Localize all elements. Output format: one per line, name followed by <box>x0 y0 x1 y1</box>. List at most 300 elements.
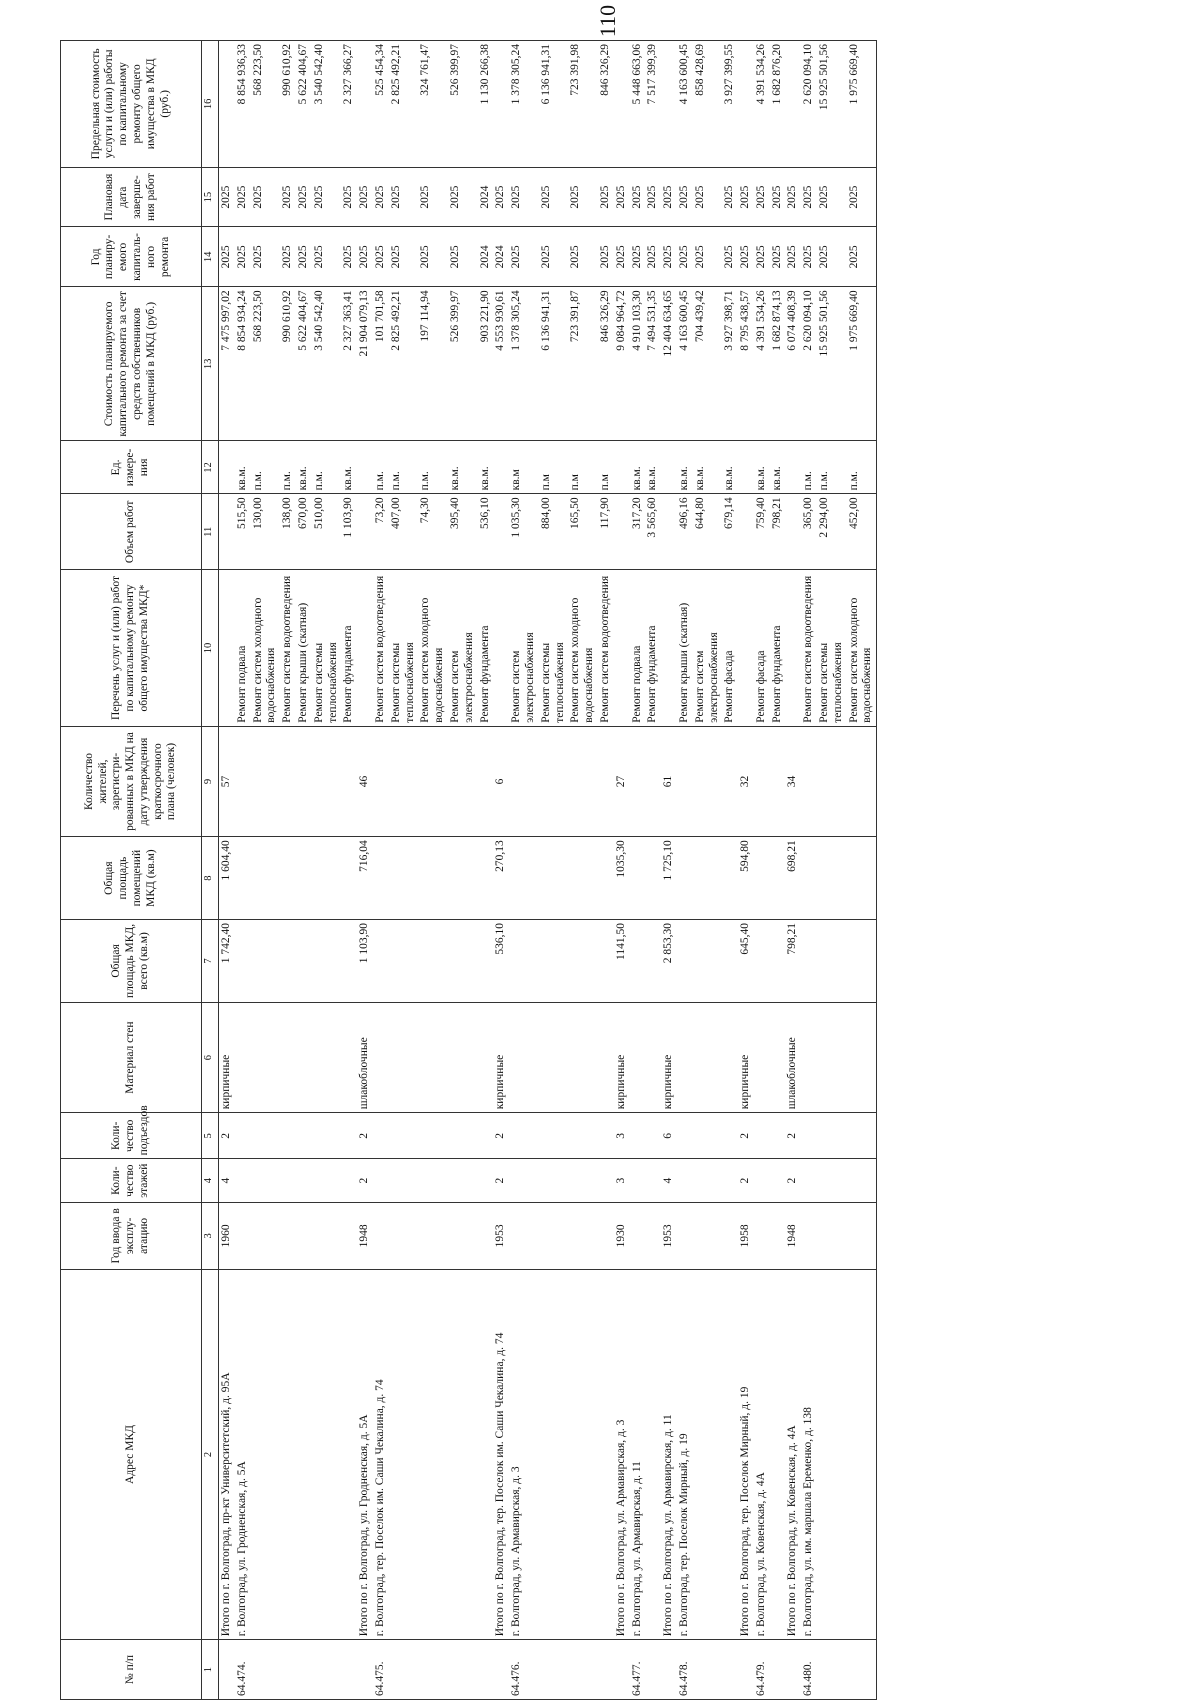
table-cell <box>568 1269 598 1639</box>
table-cell: 2 <box>738 1159 754 1203</box>
table-cell: 4 910 103,30 <box>630 287 646 441</box>
table-cell <box>509 920 539 1003</box>
table-cell <box>568 1203 598 1270</box>
table-cell <box>235 837 251 920</box>
column-header: Коли-чество этажей <box>61 1159 202 1203</box>
table-cell: Ремонт систем водоотведения <box>801 570 817 726</box>
column-number: 1 <box>202 1640 219 1700</box>
table-cell: 9 084 964,72 <box>614 287 630 441</box>
table-cell <box>568 837 598 920</box>
table-cell: кв.м. <box>235 441 251 494</box>
table-cell <box>341 726 357 836</box>
table-cell <box>448 1002 478 1112</box>
table-cell <box>478 1002 494 1112</box>
table-cell <box>312 1002 342 1112</box>
table-cell <box>630 837 646 920</box>
table-cell <box>389 837 419 920</box>
table-cell <box>539 1002 569 1112</box>
table-cell: п.м. <box>389 441 419 494</box>
table-cell: 2025 <box>341 167 357 227</box>
table-cell <box>509 1159 539 1203</box>
table-cell <box>693 1269 723 1639</box>
table-cell: п.м. <box>418 441 448 494</box>
table-cell: 1953 <box>661 1203 677 1270</box>
table-cell: 2025 <box>251 167 281 227</box>
table-cell <box>817 1203 847 1270</box>
column-number: 11 <box>202 494 219 570</box>
table-cell: п.м. <box>801 441 817 494</box>
column-number: 4 <box>202 1159 219 1203</box>
table-cell <box>341 837 357 920</box>
table-cell: 2025 <box>357 167 373 227</box>
table-cell <box>770 1269 786 1639</box>
table-cell: 2025 <box>568 227 598 287</box>
table-cell: 846 326,29 <box>598 41 614 168</box>
table-cell: 324 761,47 <box>418 41 448 168</box>
table-cell: 197 114,94 <box>418 287 448 441</box>
table-cell <box>630 920 646 1003</box>
table-cell: 2025 <box>251 227 281 287</box>
table-cell: Ремонт фундамента <box>770 570 786 726</box>
table-cell: 6 <box>493 726 509 836</box>
table-cell <box>693 837 723 920</box>
table-row <box>677 41 693 1700</box>
table-cell <box>235 920 251 1003</box>
table-cell <box>661 441 677 494</box>
table-row <box>251 41 281 1700</box>
table-cell: 2025 <box>373 227 389 287</box>
table-cell <box>418 1113 448 1159</box>
table-cell: п.м <box>539 441 569 494</box>
table-cell: 884,00 <box>539 494 569 570</box>
table-cell <box>389 1640 419 1700</box>
table-cell <box>312 1113 342 1159</box>
table-cell <box>817 1113 847 1159</box>
table-cell <box>801 1159 817 1203</box>
table-cell: 645,40 <box>738 920 754 1003</box>
table-cell: 2025 <box>235 167 251 227</box>
table-cell <box>493 494 509 570</box>
table-cell <box>251 1002 281 1112</box>
table-cell <box>801 1203 817 1270</box>
table-cell <box>357 1640 373 1700</box>
table-cell <box>280 1002 296 1112</box>
table-cell <box>418 1640 448 1700</box>
table-cell: 2025 <box>280 167 296 227</box>
table-cell <box>509 1113 539 1159</box>
column-header: Материал стен <box>61 1002 202 1112</box>
column-header: Ед. измере-ния <box>61 441 202 494</box>
table-cell: 670,00 <box>296 494 312 570</box>
table-cell: 8 854 936,33 <box>235 41 251 168</box>
column-header: Год ввода в эксплу-атацию <box>61 1203 202 1270</box>
table-cell: 64.474. <box>235 1640 251 1700</box>
table-cell <box>251 1640 281 1700</box>
table-cell: 3 <box>614 1113 630 1159</box>
table-cell: Ремонт систем водоотведения <box>373 570 389 726</box>
table-cell <box>614 41 630 168</box>
column-number: 5 <box>202 1113 219 1159</box>
table-cell: Ремонт систем холодного водоснабжения <box>568 570 598 726</box>
table-cell <box>341 1640 357 1700</box>
table-cell <box>296 920 312 1003</box>
table-cell: 2025 <box>312 167 342 227</box>
table-cell: 2024 <box>493 227 509 287</box>
column-number: 8 <box>202 837 219 920</box>
table-cell <box>722 920 738 1003</box>
table-cell: 2025 <box>312 227 342 287</box>
table-cell: 2 620 094,10 <box>801 287 817 441</box>
table-cell: 1958 <box>738 1203 754 1270</box>
table-cell <box>357 494 373 570</box>
table-cell: Итого по г. Волгоград, тер. Поселок им. Саши Чекалина, д. 74 <box>493 1269 509 1639</box>
column-number: 14 <box>202 227 219 287</box>
table-cell: кирпичные <box>738 1002 754 1112</box>
table-cell: 395,40 <box>448 494 478 570</box>
table-cell: Ремонт фасада <box>754 570 770 726</box>
table-cell <box>645 1203 661 1270</box>
table-cell: 2025 <box>219 227 235 287</box>
table-cell: 2025 <box>754 227 770 287</box>
table-cell: п.м. <box>847 441 877 494</box>
table-cell <box>693 1113 723 1159</box>
table-cell: 12 404 634,65 <box>661 287 677 441</box>
table-row <box>296 41 312 1700</box>
table-cell: 4 163 600,45 <box>677 41 693 168</box>
column-header: Коли-чество подъездов <box>61 1113 202 1159</box>
table-cell: Ремонт фундамента <box>341 570 357 726</box>
table-cell: 2025 <box>373 167 389 227</box>
table-row <box>770 41 786 1700</box>
table-cell: 2025 <box>219 167 235 227</box>
table-cell: 1 742,40 <box>219 920 235 1003</box>
table-cell <box>493 570 509 726</box>
column-header: Общая площадь помещений МКД (кв.м) <box>61 837 202 920</box>
table-cell: Ремонт систем электроснабжения <box>509 570 539 726</box>
table-cell <box>693 1640 723 1700</box>
table-row <box>389 41 419 1700</box>
table-cell: кв.м. <box>693 441 723 494</box>
table-cell: п.м. <box>373 441 389 494</box>
table-cell: 2025 <box>801 167 817 227</box>
table-cell: 2025 <box>614 167 630 227</box>
table-cell: 6 136 941,31 <box>539 41 569 168</box>
table-cell <box>661 570 677 726</box>
table-cell: 526 399,97 <box>448 287 478 441</box>
table-row <box>754 41 770 1700</box>
table-cell <box>509 726 539 836</box>
table-cell: 1960 <box>219 1203 235 1270</box>
table-cell: 2025 <box>418 167 448 227</box>
table-cell <box>251 920 281 1003</box>
table-cell: 1953 <box>493 1203 509 1270</box>
page-number: 110 <box>595 4 621 38</box>
total-row <box>614 41 630 1700</box>
table-cell <box>847 920 877 1003</box>
table-cell <box>341 920 357 1003</box>
table-cell <box>598 837 614 920</box>
table-cell: 2025 <box>785 167 801 227</box>
table-cell: 1035,30 <box>614 837 630 920</box>
column-number: 15 <box>202 167 219 227</box>
table-cell <box>722 1269 738 1639</box>
table-cell: 1 682 874,13 <box>770 287 786 441</box>
table-cell <box>389 726 419 836</box>
table-cell: 3 927 399,55 <box>722 41 738 168</box>
table-cell: 2025 <box>770 167 786 227</box>
table-cell <box>645 1159 661 1203</box>
table-cell: кв.м. <box>630 441 646 494</box>
table-cell: 496,16 <box>677 494 693 570</box>
table-cell: 4 <box>661 1159 677 1203</box>
table-cell <box>418 1203 448 1270</box>
column-header: Предельная стоимость услуги и (или) работы по капитальному ремонту общего имущества в МКД (руб.) <box>61 41 202 168</box>
table-cell <box>754 726 770 836</box>
table-cell <box>296 726 312 836</box>
table-cell: 2025 <box>509 167 539 227</box>
table-cell: Ремонт подвала <box>235 570 251 726</box>
table-cell <box>357 570 373 726</box>
table-cell: кв.м. <box>478 441 494 494</box>
table-row <box>312 41 342 1700</box>
table-cell <box>568 1002 598 1112</box>
table-cell: кв.м. <box>296 441 312 494</box>
table-cell: 3 927 398,71 <box>722 287 738 441</box>
table-cell: 1 103,90 <box>357 920 373 1003</box>
table-cell <box>847 726 877 836</box>
table-cell <box>219 441 235 494</box>
table-cell: Ремонт систем электроснабжения <box>448 570 478 726</box>
table-cell: г. Волгоград, ул. им. маршала Еременко, д. 138 <box>801 1269 817 1639</box>
table-cell: 4 <box>219 1159 235 1203</box>
table-cell <box>539 726 569 836</box>
table-cell <box>847 1002 877 1112</box>
table-cell <box>568 1113 598 1159</box>
table-cell: 2025 <box>341 227 357 287</box>
total-row <box>661 41 677 1700</box>
table-cell: Ремонт систем холодного водоснабжения <box>847 570 877 726</box>
table-cell: 594,80 <box>738 837 754 920</box>
table-row <box>341 41 357 1700</box>
table-row <box>509 41 539 1700</box>
column-header: Перечень услуг и (или) работ по капитальному ремонту общего имущества МКД* <box>61 570 202 726</box>
table-cell <box>847 1640 877 1700</box>
table-cell: 1 130 266,38 <box>478 41 494 168</box>
table-cell <box>296 1269 312 1639</box>
table-cell: Ремонт системы теплоснабжения <box>539 570 569 726</box>
table-cell: 2 <box>493 1159 509 1203</box>
table-cell: шлакоблочные <box>357 1002 373 1112</box>
table-cell: Итого по г. Волгоград, тер. Поселок Мирный, д. 19 <box>738 1269 754 1639</box>
table-cell: 2025 <box>801 227 817 287</box>
table-cell: 2025 <box>235 227 251 287</box>
table-row <box>693 41 723 1700</box>
table-cell <box>251 1203 281 1270</box>
table-cell: 270,13 <box>493 837 509 920</box>
table-cell: 2024 <box>478 167 494 227</box>
table-cell <box>448 726 478 836</box>
table-cell: 723 391,87 <box>568 287 598 441</box>
table-cell: 2 620 094,10 <box>801 41 817 168</box>
table-cell: 2 <box>738 1113 754 1159</box>
column-header: № п/п <box>61 1640 202 1700</box>
table-body <box>219 41 877 1700</box>
table-cell <box>770 920 786 1003</box>
table-cell <box>598 1113 614 1159</box>
table-cell <box>645 726 661 836</box>
table-cell: 2025 <box>817 227 847 287</box>
table-cell: 5 622 404,67 <box>296 41 312 168</box>
table-cell: 716,04 <box>357 837 373 920</box>
table-cell: 2025 <box>770 227 786 287</box>
table-cell <box>598 1002 614 1112</box>
table-cell <box>770 1002 786 1112</box>
table-cell <box>389 920 419 1003</box>
table-cell <box>448 1640 478 1700</box>
table-cell: 2025 <box>847 167 877 227</box>
table-cell: 2 <box>357 1159 373 1203</box>
table-cell: 536,10 <box>478 494 494 570</box>
table-cell: 73,20 <box>373 494 389 570</box>
table-cell: кирпичные <box>661 1002 677 1112</box>
table-cell <box>693 726 723 836</box>
table-cell <box>645 1269 661 1639</box>
table-cell <box>478 1203 494 1270</box>
table-cell: 15 925 501,56 <box>817 41 847 168</box>
table-cell <box>235 726 251 836</box>
total-row <box>738 41 754 1700</box>
table-cell <box>280 1203 296 1270</box>
table-row <box>598 41 614 1700</box>
table-cell: 32 <box>738 726 754 836</box>
table-cell <box>847 1159 877 1203</box>
table-cell: 2025 <box>296 227 312 287</box>
table-cell: 1 103,90 <box>341 494 357 570</box>
table-cell <box>614 1640 630 1700</box>
table-cell <box>312 920 342 1003</box>
table-cell: 2 <box>493 1113 509 1159</box>
table-cell <box>373 1002 389 1112</box>
table-cell: г. Волгоград, тер. Поселок Мирный, д. 19 <box>677 1269 693 1639</box>
table-cell <box>693 1159 723 1203</box>
column-number: 13 <box>202 287 219 441</box>
table-cell <box>754 837 770 920</box>
column-header: Стоимость планируемого капитального ремонта за счет средств собственников помещений в МКД (руб.) <box>61 287 202 441</box>
table-row <box>568 41 598 1700</box>
table-cell <box>754 1002 770 1112</box>
table-cell <box>478 1113 494 1159</box>
table-cell <box>754 1203 770 1270</box>
table-cell: 2025 <box>493 167 509 227</box>
table-cell <box>389 1159 419 1203</box>
table-cell: п.м. <box>280 441 296 494</box>
table-cell: 846 326,29 <box>598 287 614 441</box>
table-cell <box>645 1002 661 1112</box>
table-cell <box>801 1002 817 1112</box>
table-cell: 798,21 <box>785 920 801 1003</box>
table-row <box>280 41 296 1700</box>
table-cell: 704 439,42 <box>693 287 723 441</box>
table-cell: п.м <box>598 441 614 494</box>
table-cell <box>341 1159 357 1203</box>
table-cell: 4 163 600,45 <box>677 287 693 441</box>
table-cell <box>296 1113 312 1159</box>
table-cell: 130,00 <box>251 494 281 570</box>
table-cell: 1 975 669,40 <box>847 41 877 168</box>
table-cell <box>598 1640 614 1700</box>
table-cell: 2 <box>219 1113 235 1159</box>
table-cell: 2 <box>785 1159 801 1203</box>
table-cell: 7 475 997,02 <box>219 287 235 441</box>
table-cell <box>448 920 478 1003</box>
table-cell: 3 565,60 <box>645 494 661 570</box>
table-cell <box>738 41 754 168</box>
table-cell <box>478 920 494 1003</box>
table-cell <box>722 837 738 920</box>
table-row <box>418 41 448 1700</box>
table-cell <box>630 726 646 836</box>
table-cell <box>645 1640 661 1700</box>
table-cell: 2025 <box>661 227 677 287</box>
table-cell: 3 540 542,40 <box>312 41 342 168</box>
table-cell <box>357 441 373 494</box>
table-cell: Ремонт фундамента <box>645 570 661 726</box>
table-cell: 3 <box>614 1159 630 1203</box>
table-cell <box>296 1640 312 1700</box>
table-cell <box>661 494 677 570</box>
table-cell <box>493 441 509 494</box>
capital-repair-table <box>60 40 877 1700</box>
table-cell <box>847 837 877 920</box>
table-cell: 2 327 363,41 <box>341 287 357 441</box>
table-cell <box>693 1203 723 1270</box>
table-cell: 1930 <box>614 1203 630 1270</box>
table-cell: 568 223,50 <box>251 287 281 441</box>
table-cell <box>539 1159 569 1203</box>
table-cell <box>312 1203 342 1270</box>
table-cell <box>738 1640 754 1700</box>
table-cell <box>817 1159 847 1203</box>
table-cell <box>598 920 614 1003</box>
table-cell <box>373 726 389 836</box>
table-cell <box>235 1002 251 1112</box>
column-number: 10 <box>202 570 219 726</box>
table-cell: г. Волгоград, ул. Армавирская, д. 3 <box>509 1269 539 1639</box>
table-row <box>630 41 646 1700</box>
table-cell: 1 035,30 <box>509 494 539 570</box>
table-cell: кв.м. <box>677 441 693 494</box>
table-row <box>373 41 389 1700</box>
table-cell: Итого по г. Волгоград, пр-кт Университетский, д. 95А <box>219 1269 235 1639</box>
table-cell: 2025 <box>357 227 373 287</box>
table-cell: Итого по г. Волгоград, ул. Гродненская, д. 5А <box>357 1269 373 1639</box>
table-cell <box>817 1269 847 1639</box>
table-cell <box>251 1269 281 1639</box>
table-cell <box>418 920 448 1003</box>
table-cell: 64.480. <box>801 1640 817 1700</box>
table-cell <box>785 441 801 494</box>
table-cell: кв.м. <box>645 441 661 494</box>
column-number: 6 <box>202 1002 219 1112</box>
table-cell <box>661 1640 677 1700</box>
table-cell <box>509 1002 539 1112</box>
table-cell: Ремонт системы теплоснабжения <box>817 570 847 726</box>
table-cell: 536,10 <box>493 920 509 1003</box>
total-row <box>357 41 373 1700</box>
table-cell <box>373 920 389 1003</box>
table-cell <box>418 726 448 836</box>
table-cell <box>722 1113 738 1159</box>
